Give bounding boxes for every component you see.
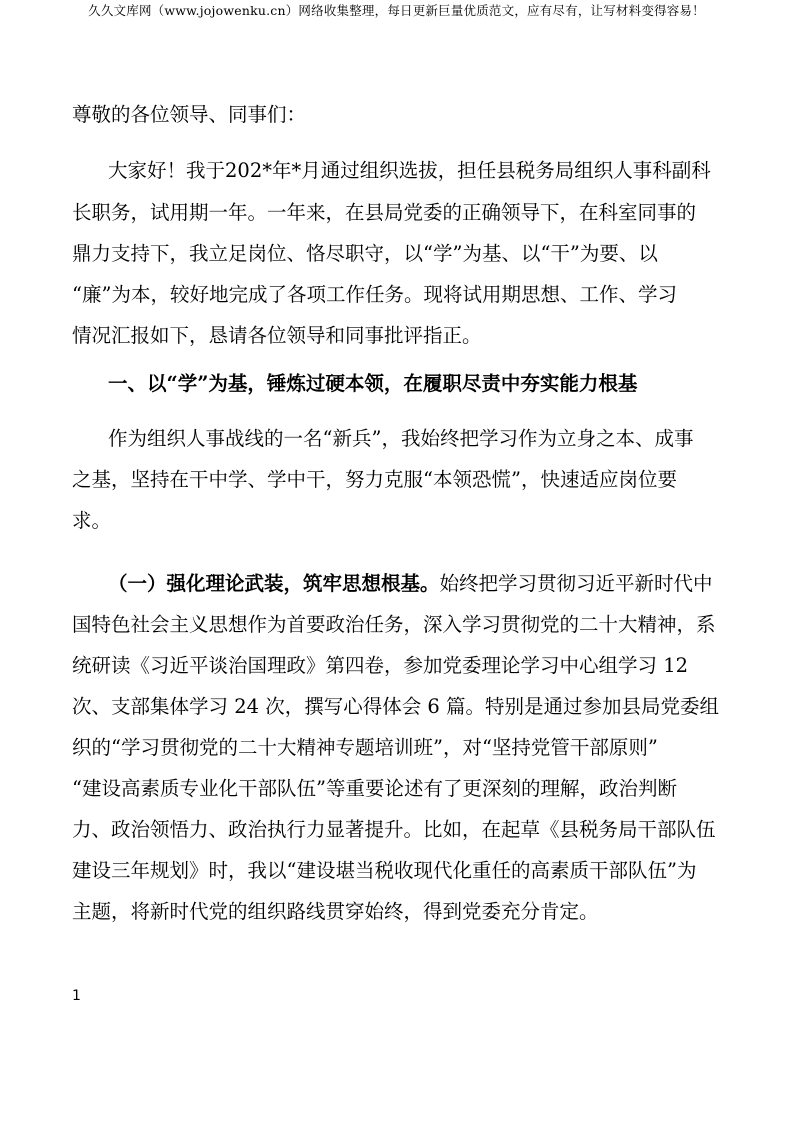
intro-line-5: 情况汇报如下，恳请各位领导和同事批评指正。 — [72, 324, 482, 347]
subsection-1-line-3: 统研读《习近平谈治国理政》第四卷，参加党委理论学习中心组学习 12 — [72, 654, 689, 677]
section-1-line-3: 求。 — [72, 509, 112, 532]
intro-line-2: 长职务，试用期一年。一年来，在县局党委的正确领导下，在科室同事的 — [72, 201, 697, 224]
subsection-1-line-4: 次、支部集体学习 24 次，撰写心得体会 6 篇。特别是通过参加县局党委组 — [72, 695, 720, 718]
subsection-1-line-9: 主题，将新时代党的组织路线贯穿始终，得到党委充分肯定。 — [72, 900, 599, 923]
subsection-1-line-5: 织的“学习贯彻党的二十大精神专题培训班”，对“坚持党管干部原则” — [72, 736, 658, 759]
intro-line-1: 大家好！我于202*年*月通过组织选拔，担任县税务局组织人事科副科 — [108, 159, 711, 182]
subsection-1-line-7: 力、政治领悟力、政治执行力显著提升。比如，在起草《县税务局干部队伍 — [72, 818, 716, 841]
page-number: 1 — [72, 988, 81, 1004]
section-1-line-2: 之基，坚持在干中学、学中干，努力克服“本领恐慌”，快速适应岗位要 — [72, 468, 677, 491]
intro-line-4: “廉”为本，较好地完成了各项工作任务。现将试用期思想、工作、学习 — [72, 283, 677, 306]
subsection-1-line-2: 国特色社会主义思想作为首要政治任务，深入学习贯彻党的二十大精神，系 — [72, 613, 716, 636]
subsection-1-line-8: 建设三年规划》时，我以“建设堪当税收现代化重任的高素质干部队伍”为 — [72, 859, 697, 882]
section-1-line-1: 作为组织人事战线的一名“新兵”，我始终把学习作为立身之本、成事 — [108, 427, 694, 450]
subsection-1-line-6: “建设高素质专业化干部队伍”等重要论述有了更深刻的理解，政治判断 — [72, 777, 677, 800]
subsection-1-first-line-rest: 始终把学习贯彻习近平新时代中 — [439, 572, 713, 595]
subsection-1-line-1 — [108, 571, 713, 597]
subsection-1-heading: （一）强化理论武装，筑牢思想根基。 — [108, 572, 440, 595]
page-header: 久久文库网（www.jojowenku.cn）网络收集整理，每日更新巨量优质范文，应有尽有，让写材料变得容易！ — [88, 3, 705, 18]
section-1-heading: 一、以“学”为基，锤炼过硬本领，在履职尽责中夯实能力根基 — [108, 372, 638, 395]
greeting: 尊敬的各位领导、同事们： — [72, 103, 307, 126]
intro-line-3: 鼎力支持下，我立足岗位、恪尽职守，以“学”为基、以“干”为要、以 — [72, 242, 658, 265]
